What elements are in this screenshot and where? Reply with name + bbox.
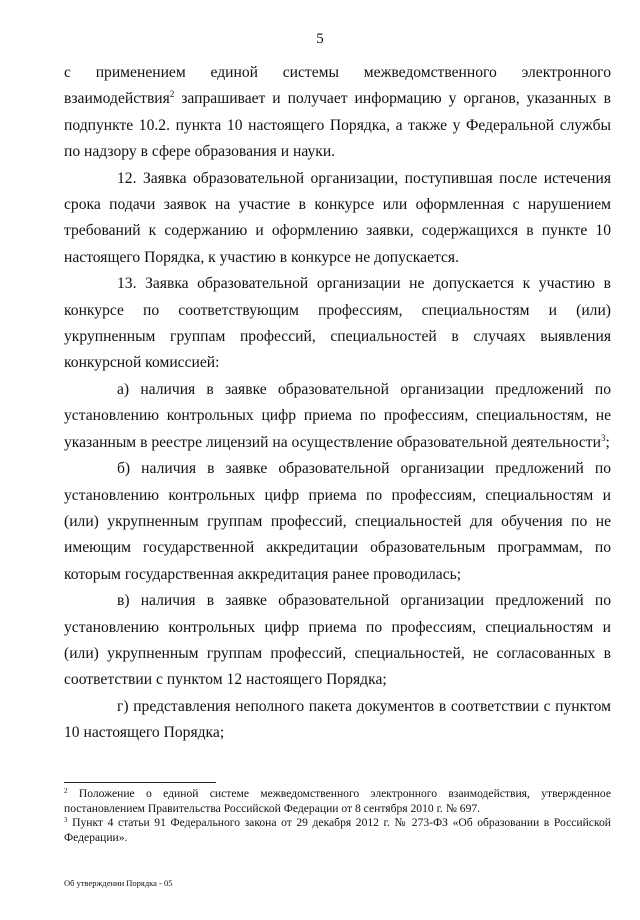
footnote-2	[64, 787, 611, 816]
footnote-text: Пункт 4 статьи 91 Федерального закона от 29 декабря 2012 г. № 273-ФЗ «Об образовании в Российской Федерации».	[64, 816, 611, 844]
footnotes	[64, 787, 611, 845]
subitem-g: г) представления неполного пакета документов в соответствии с пунктом 10 настоящего Порядка;	[64, 697, 611, 742]
paragraph-text: запрашивает и получает информацию у органов, указанных в подпункте 10.2. пункта 10 настоящего Порядка, а также у Федеральной службы по надзору в сфере образования и науки.	[64, 90, 611, 161]
subitem-a-text: а) наличия в заявке образовательной организации предложений по установлению контрольных цифр приема по профессиям, специальностям, не указанным в реестре лицензий на осуществление образовательной деятельности	[64, 380, 611, 451]
paragraph-12: 12. Заявка образовательной организации, поступившая после истечения срока подачи заявок на участие в конкурсе или оформленная с нарушением требований к содержанию и оформлению заявки, содержащихся в пункте 10 настоящего Порядка, к участию в конкурсе не допускается.	[64, 169, 611, 266]
footnote-mark: 3	[64, 816, 68, 824]
footnote-text: Положение о единой системе межведомственного электронного взаимодействия, утвержденное постановлением Правительства Российской Федерации от 8 сентября 2010 г. № 697.	[64, 787, 611, 815]
footnote-divider	[64, 782, 216, 783]
footnote-mark: 2	[64, 787, 68, 795]
subitem-a	[64, 377, 611, 456]
subitem-v: в) наличия в заявке образовательной организации предложений по установлению контрольных цифр приема по профессиям, специальностям и (или) укрупненным группам профессий, специальностей, не согласованных в соответствии с пунктом 12 настоящего Порядка;	[64, 592, 611, 689]
subitem-a-end: ;	[605, 433, 610, 451]
footnote-3	[64, 816, 611, 845]
paragraph-continuation	[64, 60, 611, 166]
footnote-ref-2: 2	[169, 89, 175, 100]
subitem-b: б) наличия в заявке образовательной организации предложений по установлению контрольных цифр приема по профессиям, специальностям и (или) укрупненным группам профессий, специальностей для обучения по не имеющим государственной аккредитации образовательным программам, по которым государственная аккредитация ранее проводилась;	[64, 460, 611, 583]
paragraph-text: с применением единой системы межведомственного электронного взаимодействия	[64, 64, 611, 108]
footnote-ref-3: 3	[600, 432, 606, 443]
document-body	[64, 60, 611, 747]
page-number: 5	[316, 31, 324, 47]
paragraph-13: 13. Заявка образовательной организации не допускается к участию в конкурсе по соответствующим профессиям, специальностям и (или) укрупненным группам профессий, специальностей в случаях выявления конкурсной комиссией:	[64, 275, 611, 372]
page-footer: Об утверждении Порядка - 05	[64, 878, 173, 888]
